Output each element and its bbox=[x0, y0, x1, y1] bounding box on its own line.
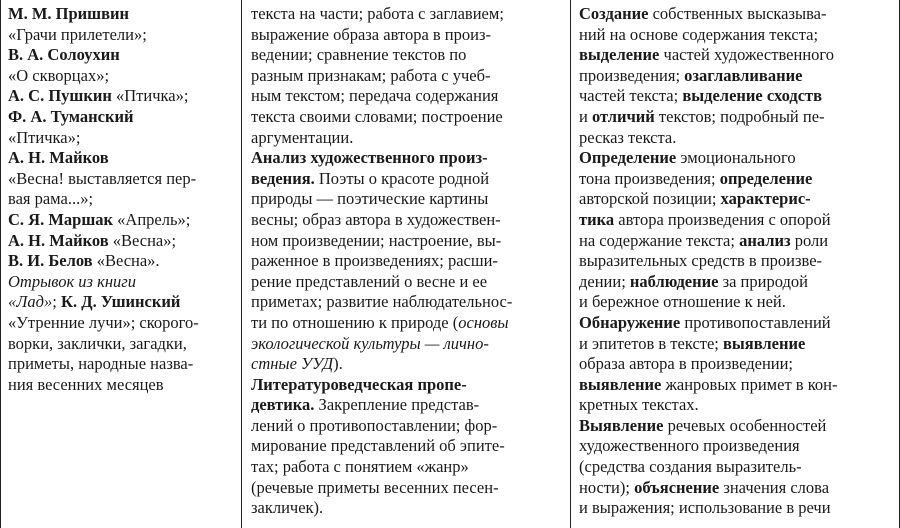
text-run: значения слова bbox=[719, 477, 830, 497]
text-run: тах; работа с понятием «жанр» bbox=[251, 457, 469, 477]
text-line bbox=[8, 375, 235, 396]
text-run: ресказ текста. bbox=[579, 127, 677, 147]
text-run: ния весенних месяцев bbox=[8, 374, 164, 394]
text-line bbox=[251, 478, 564, 499]
text-line bbox=[8, 231, 235, 252]
text-line bbox=[251, 231, 564, 252]
text-run: произведения; bbox=[579, 65, 685, 85]
text-line bbox=[251, 107, 564, 128]
bold-term: Литературоведческая пропе- bbox=[251, 374, 467, 394]
bold-term: озаглавливание bbox=[684, 65, 803, 85]
text-line bbox=[579, 210, 893, 231]
text-line bbox=[251, 334, 564, 355]
text-line bbox=[8, 66, 235, 87]
italic-text: экологической культуры — лично- bbox=[251, 333, 489, 353]
text-line bbox=[251, 272, 564, 293]
text-line bbox=[8, 86, 235, 107]
bold-term: Создание bbox=[579, 4, 649, 23]
text-run: «Апрель»; bbox=[113, 209, 191, 229]
text-run: текста на части; работа с заглавием; bbox=[251, 4, 504, 23]
text-line bbox=[251, 395, 564, 416]
text-line bbox=[579, 107, 893, 128]
text-run: ний на основе содержания текста; bbox=[579, 24, 819, 44]
text-line bbox=[251, 86, 564, 107]
text-line bbox=[8, 189, 235, 210]
text-run: ном произведении; настроение, вы- bbox=[251, 230, 502, 250]
text-run: ным текстом; передача содержания bbox=[251, 86, 499, 106]
text-line bbox=[251, 66, 564, 87]
text-run: выразительных средств в произве- bbox=[579, 251, 823, 271]
text-run: «О скворцах»; bbox=[8, 65, 110, 85]
text-line bbox=[251, 436, 564, 457]
text-run: автора произведения с опорой bbox=[614, 209, 831, 229]
bold-term: К. Д. Ушинский bbox=[61, 292, 181, 312]
text-line bbox=[8, 148, 235, 169]
text-line bbox=[8, 313, 235, 334]
text-line bbox=[8, 4, 235, 25]
text-line bbox=[579, 86, 893, 107]
bold-term: объяснение bbox=[634, 477, 720, 497]
text-run: Поэты о красоте родной bbox=[314, 168, 490, 188]
text-line bbox=[251, 128, 564, 149]
bold-term: отличий bbox=[591, 106, 655, 126]
text-line bbox=[579, 169, 893, 190]
text-run: и bbox=[579, 106, 592, 126]
text-run: «Весна»; bbox=[108, 230, 177, 250]
text-line bbox=[579, 478, 893, 499]
text-line bbox=[8, 334, 235, 355]
text-run: приметы, народные назва- bbox=[8, 354, 194, 374]
bold-term: наблюдение bbox=[629, 271, 719, 291]
text-line bbox=[8, 45, 235, 66]
text-line bbox=[251, 416, 564, 437]
text-line bbox=[579, 45, 893, 66]
bold-term: выделение сходств bbox=[682, 86, 823, 106]
bold-term: тика bbox=[579, 209, 615, 229]
text-line bbox=[251, 210, 564, 231]
bold-term: выявление bbox=[723, 333, 806, 353]
text-line bbox=[579, 25, 893, 46]
bold-term: выделение bbox=[579, 45, 660, 65]
text-run: и эпитетов в тексте; bbox=[579, 333, 724, 353]
text-line bbox=[251, 25, 564, 46]
text-run: весны; образ автора в художествен- bbox=[251, 209, 501, 229]
text-run: и выражения; использование в речи bbox=[579, 498, 831, 518]
text-run: на содержание текста; bbox=[579, 230, 740, 250]
column-activities bbox=[571, 0, 899, 528]
bold-term: анализ bbox=[739, 230, 791, 250]
text-run: жанровых примет в кон- bbox=[661, 374, 838, 394]
text-run: кретных текстах. bbox=[579, 395, 699, 415]
text-line bbox=[8, 354, 235, 375]
bold-term: характерис- bbox=[720, 189, 811, 209]
text-run: рение представлений о весне и ее bbox=[251, 271, 488, 291]
text-run: противопоставлений bbox=[680, 312, 831, 332]
text-run: художественного произведения bbox=[579, 436, 800, 456]
bold-term: Анализ художественного произ- bbox=[251, 148, 488, 168]
italic-text: основы bbox=[458, 312, 509, 332]
text-line bbox=[251, 251, 564, 272]
bold-term: Определение bbox=[579, 148, 677, 168]
text-line bbox=[251, 189, 564, 210]
text-run: вая рама...»; bbox=[8, 189, 94, 209]
text-line bbox=[579, 128, 893, 149]
text-run: и бережное отношение к ней. bbox=[579, 292, 786, 312]
text-line bbox=[579, 436, 893, 457]
text-line bbox=[251, 169, 564, 190]
text-line bbox=[579, 354, 893, 375]
text-line bbox=[8, 107, 235, 128]
text-line bbox=[579, 251, 893, 272]
text-run: (речевые приметы весенних песен- bbox=[251, 477, 499, 497]
text-line bbox=[8, 169, 235, 190]
text-line bbox=[579, 416, 893, 437]
text-run: природы — поэтические картины bbox=[251, 189, 489, 209]
text-line bbox=[251, 498, 564, 519]
bold-term: М. М. Пришвин bbox=[8, 4, 130, 23]
text-run: дении; bbox=[579, 271, 630, 291]
text-run: Закрепление представ- bbox=[314, 395, 480, 415]
bold-term: В. И. Белов bbox=[8, 251, 93, 271]
text-run: «Весна! выставляется пер- bbox=[8, 168, 197, 188]
text-run: ти по отношению к природе ( bbox=[251, 312, 459, 332]
text-line bbox=[579, 292, 893, 313]
text-run: выражение образа автора в произ- bbox=[251, 24, 491, 44]
bold-term: А. Н. Майков bbox=[8, 230, 109, 250]
text-run: мирование представлений об эпите- bbox=[251, 436, 505, 456]
text-line bbox=[579, 272, 893, 293]
text-run: речевых особенностей bbox=[663, 415, 827, 435]
text-line bbox=[579, 334, 893, 355]
text-run: ворки, заклички, загадки, bbox=[8, 333, 187, 353]
text-line bbox=[579, 313, 893, 334]
text-line bbox=[8, 210, 235, 231]
bold-term: В. А. Солоухин bbox=[8, 45, 120, 65]
text-run: текстов; подробный пе- bbox=[654, 106, 825, 126]
bold-term: С. Я. Маршак bbox=[8, 209, 114, 229]
text-line bbox=[579, 231, 893, 252]
italic-text: Отрывок из книги bbox=[8, 271, 136, 291]
bold-term: Обнаружение bbox=[579, 312, 681, 332]
text-run: образа автора в произведении; bbox=[579, 354, 794, 374]
bold-term: ведения. bbox=[251, 168, 315, 188]
text-run: роли bbox=[790, 230, 829, 250]
text-run: «Птичка»; bbox=[8, 127, 81, 147]
bold-term: А. С. Пушкин bbox=[8, 86, 112, 106]
bold-term: Выявление bbox=[579, 415, 664, 435]
bold-term: выявление bbox=[579, 374, 662, 394]
text-run: «Птичка»; bbox=[111, 86, 189, 106]
text-line bbox=[251, 457, 564, 478]
text-line bbox=[8, 292, 235, 313]
text-line bbox=[8, 272, 235, 293]
text-line bbox=[251, 375, 564, 396]
text-run: (средства создания выразитель- bbox=[579, 457, 802, 477]
text-run: ; bbox=[52, 292, 61, 312]
text-run: ). bbox=[333, 354, 343, 374]
text-run: аргументации. bbox=[251, 127, 354, 147]
text-line bbox=[579, 375, 893, 396]
text-run: ведении; сравнение текстов по bbox=[251, 45, 467, 65]
text-run: «Весна». bbox=[92, 251, 160, 271]
bold-term: определение bbox=[719, 168, 813, 188]
text-line bbox=[251, 45, 564, 66]
text-line bbox=[579, 498, 893, 519]
text-line bbox=[579, 148, 893, 169]
text-line bbox=[8, 25, 235, 46]
column-readings bbox=[1, 0, 242, 528]
text-line bbox=[579, 189, 893, 210]
text-run: лений о противопоставлении; фор- bbox=[251, 415, 498, 435]
text-line bbox=[579, 66, 893, 87]
text-run: авторской позиции; bbox=[579, 189, 721, 209]
column-content bbox=[242, 0, 571, 528]
text-line bbox=[251, 292, 564, 313]
text-line bbox=[579, 4, 893, 25]
text-run: текста своими словами; построение bbox=[251, 106, 503, 126]
bold-term: Ф. А. Туманский bbox=[8, 106, 134, 126]
text-line bbox=[579, 457, 893, 478]
bold-term: девтика. bbox=[251, 395, 315, 415]
text-line bbox=[8, 128, 235, 149]
text-run: ности); bbox=[579, 477, 635, 497]
text-run: собственных высказыва- bbox=[648, 4, 827, 23]
text-run: раженное в произведениях; расши- bbox=[251, 251, 498, 271]
text-run: тона произведения; bbox=[579, 168, 720, 188]
text-run: «Утренние лучи»; скорого- bbox=[8, 312, 199, 332]
text-line bbox=[251, 313, 564, 334]
text-line bbox=[251, 148, 564, 169]
text-run: эмоционального bbox=[676, 148, 796, 168]
text-line bbox=[8, 251, 235, 272]
text-line bbox=[579, 395, 893, 416]
text-run: частей художественного bbox=[659, 45, 835, 65]
text-line bbox=[251, 4, 564, 25]
bold-term: А. Н. Майков bbox=[8, 148, 109, 168]
text-run: за природой bbox=[718, 271, 808, 291]
text-run: частей текста; bbox=[579, 86, 683, 106]
text-run: закличек). bbox=[251, 498, 324, 518]
text-run: приметах; развитие наблюдательнос- bbox=[251, 292, 513, 312]
text-run: разным признакам; работа с учеб- bbox=[251, 65, 491, 85]
italic-text: «Лад» bbox=[8, 292, 53, 312]
italic-text: стные УУД bbox=[251, 354, 334, 374]
text-run: «Грачи прилетели»; bbox=[8, 24, 147, 44]
text-line bbox=[251, 354, 564, 375]
